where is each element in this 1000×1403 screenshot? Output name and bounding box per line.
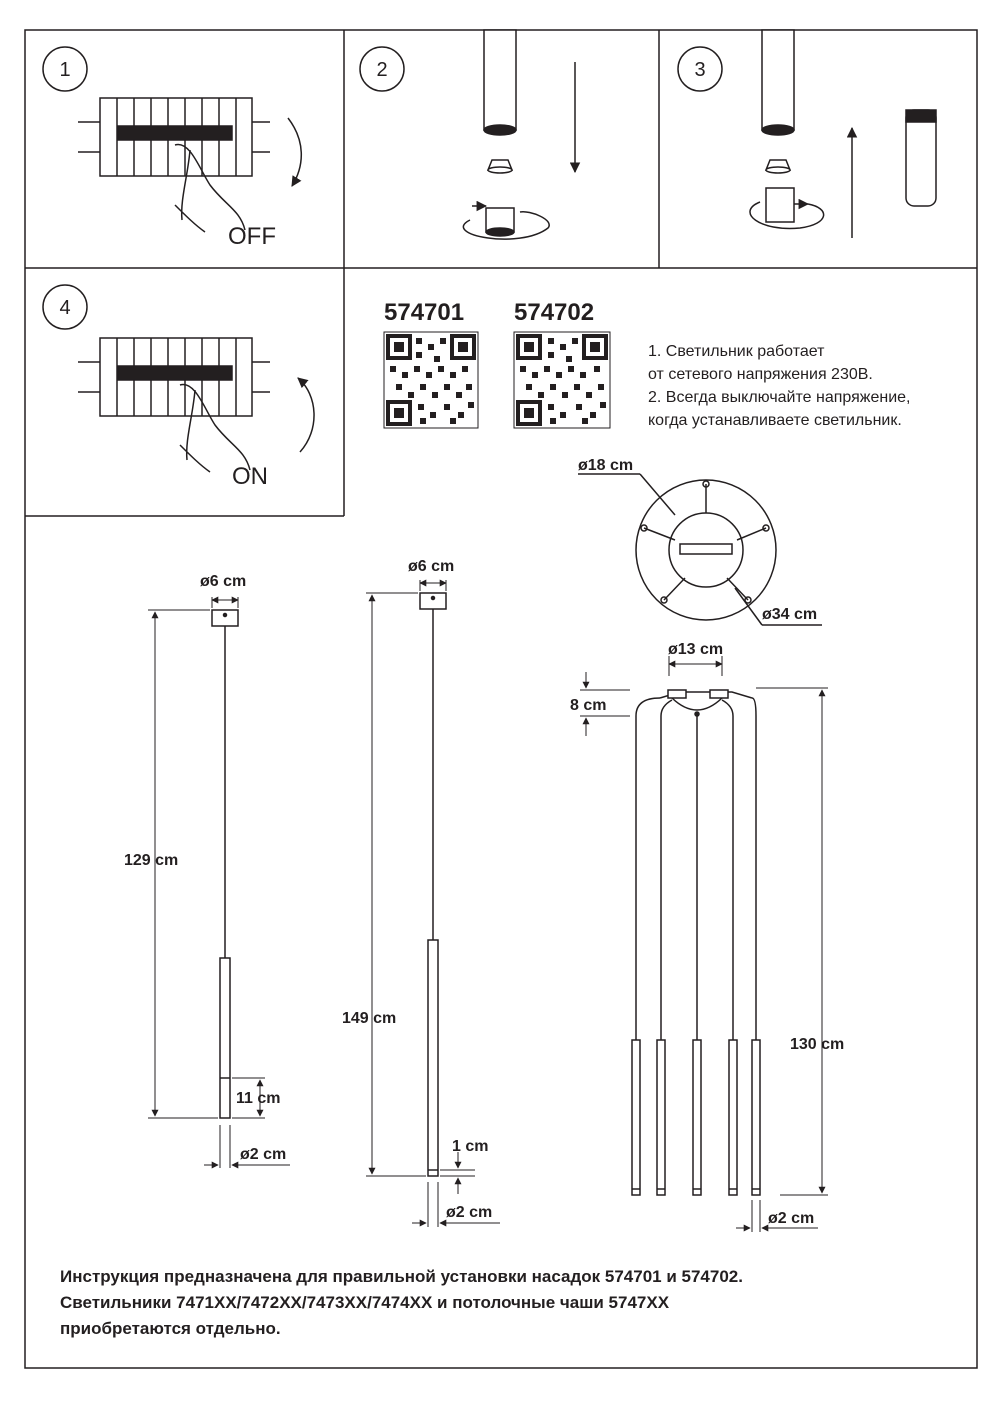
dimension-label: 129 cm [124, 852, 179, 869]
note-line: когда устанавливаете светильник. [648, 412, 902, 429]
step-4-panel [43, 285, 314, 490]
canopy-top-view [578, 474, 822, 625]
nozzle-icon [488, 160, 512, 173]
circuit-breaker-icon [78, 338, 270, 472]
dimension-label: 8 cm [570, 697, 607, 714]
state-label: OFF [228, 223, 276, 250]
dimension-label: ø34 cm [762, 606, 818, 623]
step-number: 4 [59, 297, 71, 319]
ring-icon [463, 206, 549, 239]
step-3-panel [678, 30, 936, 238]
note-line: 1. Светильник работает [648, 343, 825, 360]
footer-note [60, 1264, 960, 1342]
note-line: от сетевого напряжения 230В. [648, 366, 873, 383]
lamp-tube-icon [762, 30, 794, 135]
dimension-label: 130 cm [790, 1036, 845, 1053]
dimension-label: ø6 cm [408, 558, 455, 575]
cluster-pendant-drawing [580, 656, 828, 1232]
dimension-label: ø2 cm [768, 1210, 815, 1227]
dimension-label: ø13 cm [668, 641, 724, 658]
dimension-label: ø18 cm [578, 457, 634, 474]
note-line: 2. Всегда выключайте напряжение, [648, 389, 911, 406]
step-number: 2 [376, 59, 388, 81]
step-number: 1 [59, 59, 71, 81]
pendant-574701-drawing [148, 597, 290, 1168]
nozzle-icon [766, 160, 790, 173]
rotate-arrow-icon [288, 118, 301, 186]
product-code: 574702 [514, 299, 595, 326]
spare-tube-icon [906, 110, 936, 206]
qr-code-icon [384, 332, 478, 428]
dimension-label: 11 cm [236, 1090, 281, 1107]
safety-notes [648, 343, 910, 429]
step-2-panel [360, 30, 575, 239]
step-1-panel [43, 47, 301, 250]
dimension-label: 149 cm [342, 1010, 397, 1027]
lamp-tube-icon [484, 30, 516, 135]
qr-code-icon [514, 332, 610, 428]
dimension-label: ø6 cm [200, 573, 247, 590]
circuit-breaker-icon [78, 98, 270, 232]
ring-icon [750, 188, 824, 229]
dimension-label: 1 cm [452, 1138, 489, 1155]
pendant-574702-drawing [366, 580, 500, 1227]
product-574701 [384, 299, 478, 428]
dimension-label: ø2 cm [240, 1146, 287, 1163]
dimension-label: ø2 cm [446, 1204, 493, 1221]
state-label: ON [232, 463, 268, 490]
product-code: 574701 [384, 299, 465, 326]
footer-line: Светильники 7471XX/7472XX/7473XX/7474XX и потолочные чаши 5747XX [60, 1293, 670, 1312]
product-574702 [514, 299, 610, 428]
step-number: 3 [694, 59, 706, 81]
footer-line: приобретаются отдельно. [60, 1319, 281, 1338]
rotate-arrow-icon [298, 378, 314, 452]
footer-line: Инструкция предназначена для правильной установки насадок 574701 и 574702. [60, 1267, 743, 1286]
